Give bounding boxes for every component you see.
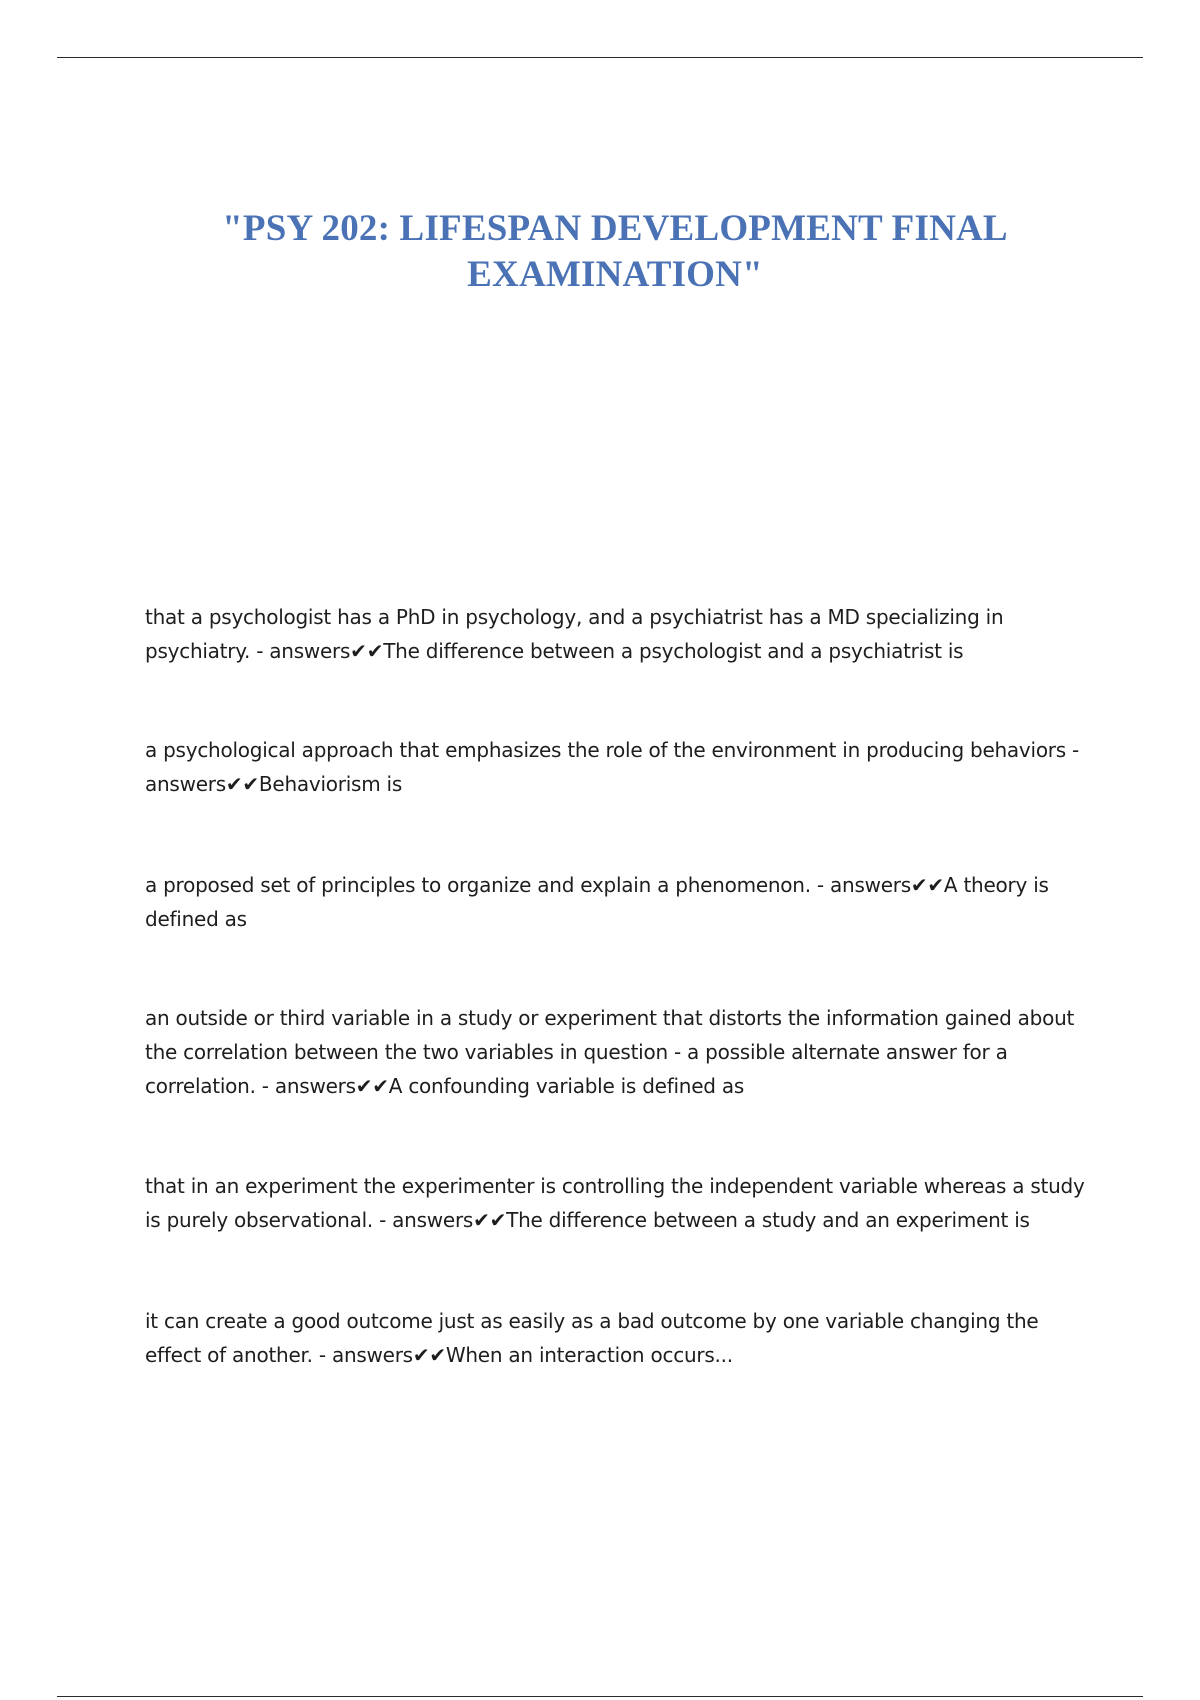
qa-entry: an outside or third variable in a study or experiment that distorts the information gained about the correlation between the two variables in question - a possible alternate answer for a correlation. - answers✔✔A confounding variable is defined as (145, 1006, 1075, 1098)
qa-entry: it can create a good outcome just as easily as a bad outcome by one variable changing the effect of another. - answers✔✔When an interaction occurs... (145, 1309, 1039, 1367)
top-rule (57, 57, 1143, 58)
bottom-rule (57, 1696, 1143, 1697)
qa-entry: that in an experiment the experimenter is controlling the independent variable whereas a study is purely observational. - answers✔✔The difference between a study and an experiment is (145, 1174, 1085, 1232)
qa-entry: that a psychologist has a PhD in psychology, and a psychiatrist has a MD specializing in psychiatry. - answers✔✔The difference between a psychologist and a psychiatrist is (145, 605, 1004, 663)
document-title: "PSY 202: LIFESPAN DEVELOPMENT FINAL EXAMINATION" (222, 208, 1008, 295)
qa-entry: a proposed set of principles to organize and explain a phenomenon. - answers✔✔A theory is defined as (145, 873, 1049, 931)
qa-entry: a psychological approach that emphasizes the role of the environment in producing behaviors - answers✔✔Behaviorism is (145, 738, 1080, 796)
